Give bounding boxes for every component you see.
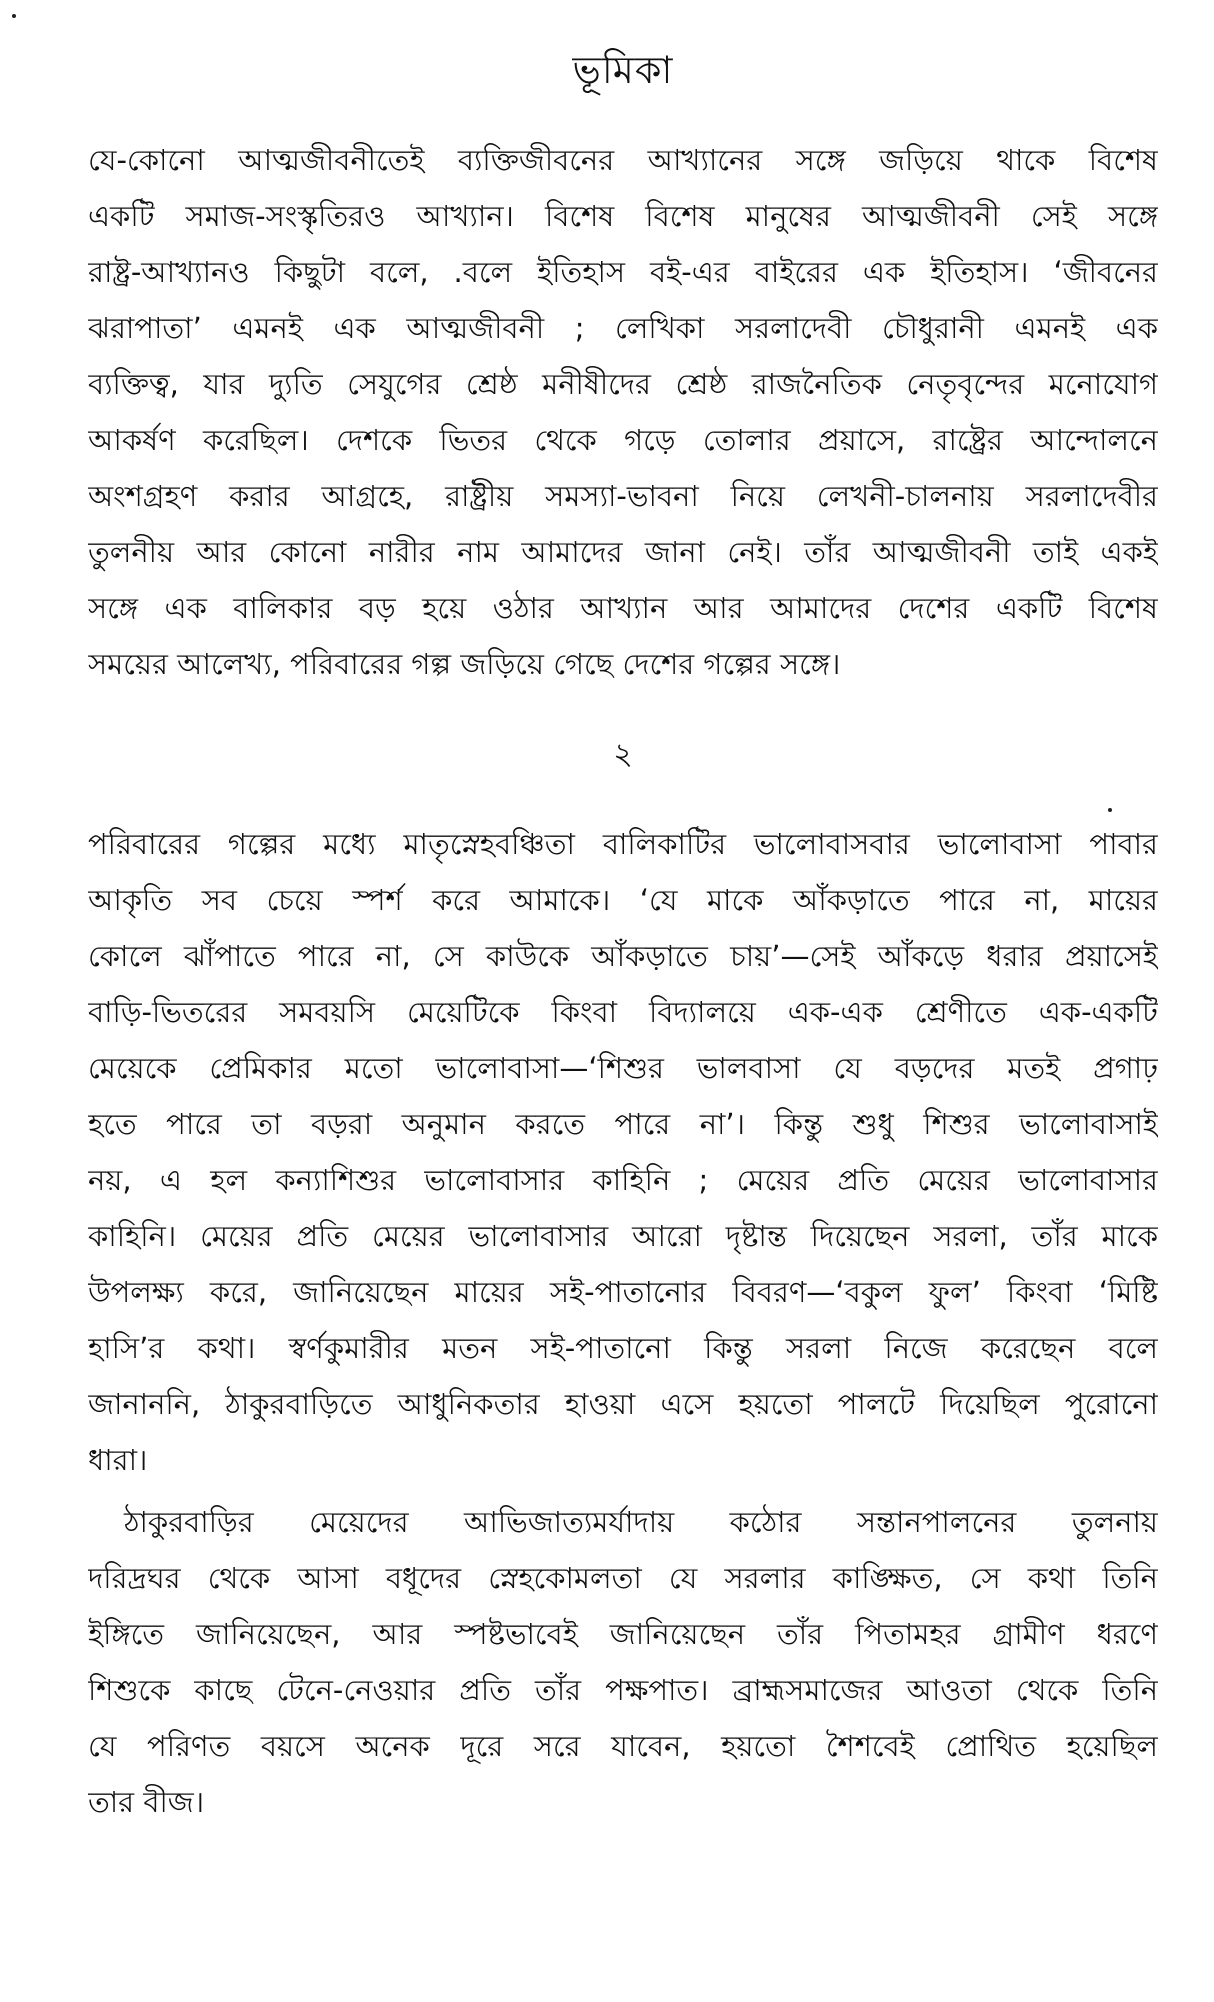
paragraph-2	[88, 816, 1158, 1488]
text-line: ঝরাপাতা’ এমনই এক আত্মজীবনী ; লেখিকা সরলাদেবী চৌধুরানী এমনই এক	[88, 311, 1158, 345]
text-line: পরিবারের গল্পের মধ্যে মাতৃস্নেহবঞ্চিতা বালিকাটির ভালোবাসবার ভালোবাসা পাবার	[88, 827, 1158, 861]
text-line: হতে পারে তা বড়রা অনুমান করতে পারে না’। কিন্তু শুধু শিশুর ভালোবাসাই	[88, 1107, 1158, 1141]
text-line: যে পরিণত বয়সে অনেক দূরে সরে যাবেন, হয়তো শৈশবেই প্রোথিত হয়েছিল	[88, 1729, 1158, 1763]
text-line: দরিদ্রঘর থেকে আসা বধূদের স্নেহকোমলতা যে সরলার কাঙ্ক্ষিত, সে কথা তিনি	[88, 1561, 1158, 1595]
text-line: অংশগ্রহণ করার আগ্রহে, রাষ্ট্রীয় সমস্যা-ভাবনা নিয়ে লেখনী-চালনায় সরলাদেবীর	[88, 479, 1158, 513]
text-line: কোলে ঝাঁপাতে পারে না, সে কাউকে আঁকড়াতে চায়’—সেই আঁকড়ে ধরার প্রয়াসেই	[88, 939, 1158, 973]
text-line: ধারা।	[88, 1443, 148, 1477]
text-line: সঙ্গে এক বালিকার বড় হয়ে ওঠার আখ্যান আর আমাদের দেশের একটি বিশেষ	[88, 591, 1158, 625]
text-line: বাড়ি-ভিতরের সমবয়সি মেয়েটিকে কিংবা বিদ্যালয়ে এক-এক শ্রেণীতে এক-একটি	[88, 995, 1158, 1029]
text-line: কাহিনি। মেয়ের প্রতি মেয়ের ভালোবাসার আরো দৃষ্টান্ত দিয়েছেন সরলা, তাঁর মাকে	[88, 1219, 1158, 1253]
text-line: ঠাকুরবাড়ির মেয়েদের আভিজাত্যমর্যাদায় কঠোর সন্তানপালনের তুলনায়	[124, 1505, 1158, 1539]
text-line: হাসি’র কথা। স্বর্ণকুমারীর মতন সই-পাতানো কিন্তু সরলা নিজে করেছেন বলে	[88, 1331, 1158, 1365]
paragraph-3	[88, 1494, 1158, 1830]
text-line: সময়ের আলেখ্য, পরিবারের গল্প জড়িয়ে গেছে দেশের গল্পের সঙ্গে।	[88, 647, 841, 681]
ink-speck	[12, 14, 16, 18]
text-line: উপলক্ষ্য করে, জানিয়েছেন মায়ের সই-পাতানোর বিবরণ—‘বকুল ফুল’ কিংবা ‘মিষ্টি	[88, 1275, 1158, 1309]
text-line: রাষ্ট্র-আখ্যানও কিছুটা বলে, .বলে ইতিহাস বই-এর বাইরের এক ইতিহাস। ‘জীবনের	[88, 255, 1158, 289]
ink-speck	[1108, 808, 1112, 812]
text-line: নয়, এ হল কন্যাশিশুর ভালোবাসার কাহিনি ; মেয়ের প্রতি মেয়ের ভালোবাসার	[88, 1163, 1158, 1197]
text-line: ব্যক্তিত্ব, যার দ্যুতি সেযুগের শ্রেষ্ঠ মনীষীদের শ্রেষ্ঠ রাজনৈতিক নেতৃবৃন্দের মনোযোগ	[88, 367, 1158, 401]
text-line: একটি সমাজ-সংস্কৃতিরও আখ্যান। বিশেষ বিশেষ মানুষের আত্মজীবনী সেই সঙ্গে	[88, 199, 1158, 233]
text-line: মেয়েকে প্রেমিকার মতো ভালোবাসা—‘শিশুর ভালবাসা যে বড়দের মতই প্রগাঢ়	[88, 1051, 1158, 1085]
text-line: আকৃতি সব চেয়ে স্পর্শ করে আমাকে। ‘যে মাকে আঁকড়াতে পারে না, মায়ের	[88, 883, 1158, 917]
page-title: ভূমিকা	[572, 48, 674, 92]
section-number: ২	[613, 737, 633, 772]
text-line: জানাননি, ঠাকুরবাড়িতে আধুনিকতার হাওয়া এসে হয়তো পালটে দিয়েছিল পুরোনো	[88, 1387, 1158, 1421]
text-line: ইঙ্গিতে জানিয়েছেন, আর স্পষ্টভাবেই জানিয়েছেন তাঁর পিতামহর গ্রামীণ ধরণে	[88, 1617, 1158, 1651]
text-line: তার বীজ।	[88, 1785, 205, 1819]
text-line: আকর্ষণ করেছিল। দেশকে ভিতর থেকে গড়ে তোলার প্রয়াসে, রাষ্ট্রের আন্দোলনে	[88, 423, 1158, 457]
text-line: যে-কোনো আত্মজীবনীতেই ব্যক্তিজীবনের আখ্যানের সঙ্গে জড়িয়ে থাকে বিশেষ	[88, 143, 1158, 177]
paragraph-1	[88, 132, 1158, 692]
text-line: শিশুকে কাছে টেনে-নেওয়ার প্রতি তাঁর পক্ষপাত। ব্রাহ্মসমাজের আওতা থেকে তিনি	[88, 1673, 1158, 1707]
text-line: তুলনীয় আর কোনো নারীর নাম আমাদের জানা নেই। তাঁর আত্মজীবনী তাই একই	[88, 535, 1158, 569]
